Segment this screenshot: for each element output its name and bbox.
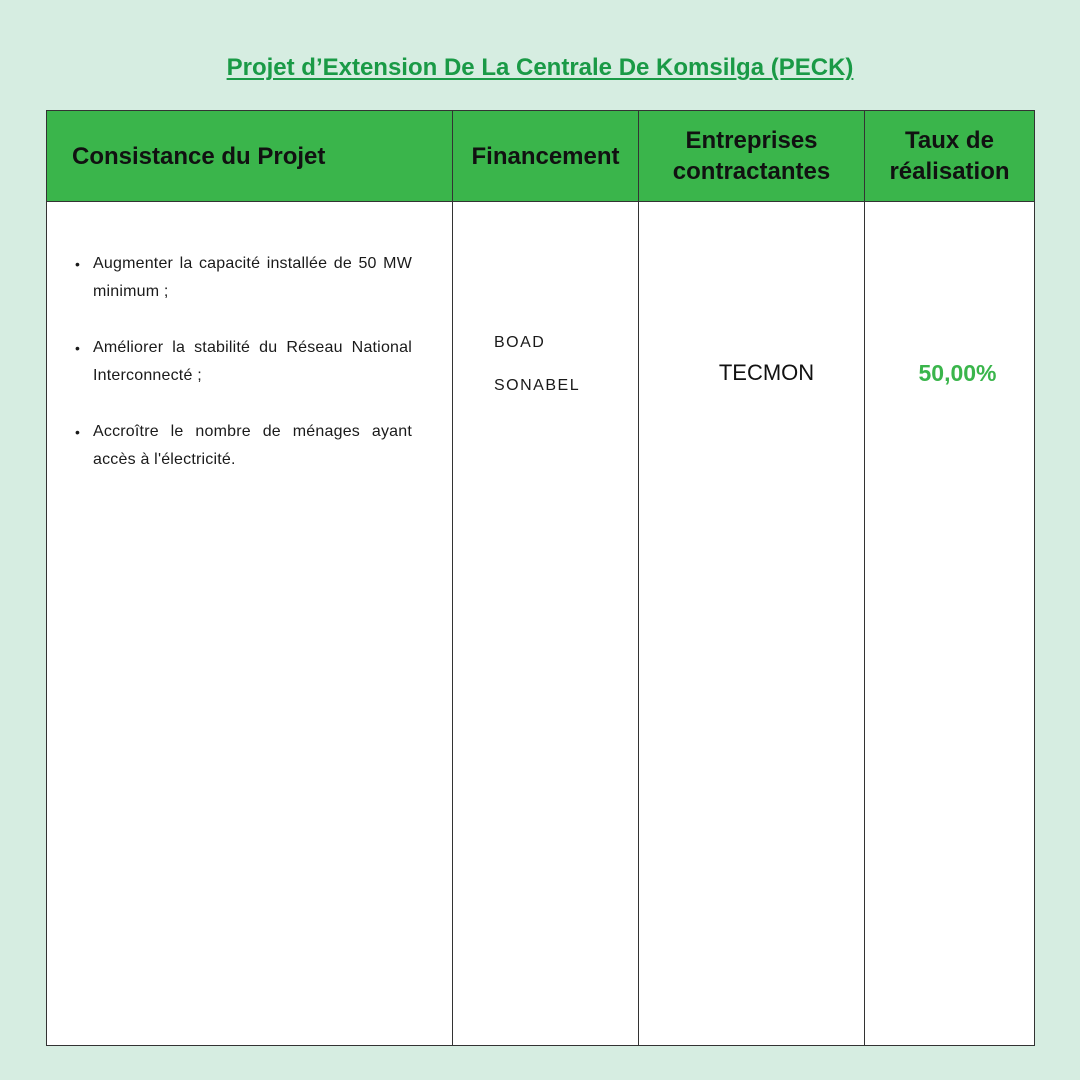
list-item — [75, 334, 412, 390]
header-taux — [865, 111, 1035, 202]
project-table — [46, 110, 1035, 1046]
header-financement: Financement — [453, 111, 639, 202]
cell-financement — [453, 202, 639, 1046]
table-row — [47, 202, 1035, 1046]
header-taux-line2: réalisation — [889, 158, 1010, 185]
funders-list — [453, 202, 638, 397]
objective-text: Accroître le nombre de ménages ayant accès à l'électricité. — [93, 423, 412, 468]
header-taux-line1: Taux de — [905, 127, 994, 154]
header-entreprises-line2: contractantes — [672, 158, 831, 185]
page-title: Projet d’Extension De La Centrale De Komsilga (PECK) — [226, 54, 854, 81]
cell-entreprises — [639, 202, 865, 1046]
table-header-row — [47, 111, 1035, 202]
cell-consistance — [47, 202, 453, 1046]
list-item — [75, 250, 412, 306]
header-consistance: Consistance du Projet — [47, 111, 453, 202]
bullet-icon: • — [75, 340, 81, 356]
cell-taux — [865, 202, 1035, 1046]
objectives-list — [47, 202, 452, 474]
header-entreprises-line1: Entreprises — [685, 127, 818, 154]
contractor-name: TECMON — [718, 360, 815, 385]
list-item — [75, 418, 412, 474]
header-entreprises — [639, 111, 865, 202]
funder-item: SONABEL — [494, 377, 581, 394]
bullet-icon: • — [75, 256, 81, 272]
funder-item: BOAD — [494, 334, 546, 351]
objective-text: Augmenter la capacité installée de 50 MW minimum ; — [93, 255, 412, 300]
bullet-icon: • — [75, 424, 81, 440]
completion-rate: 50,00% — [918, 360, 997, 386]
objective-text: Améliorer la stabilité du Réseau National Interconnecté ; — [93, 339, 412, 384]
